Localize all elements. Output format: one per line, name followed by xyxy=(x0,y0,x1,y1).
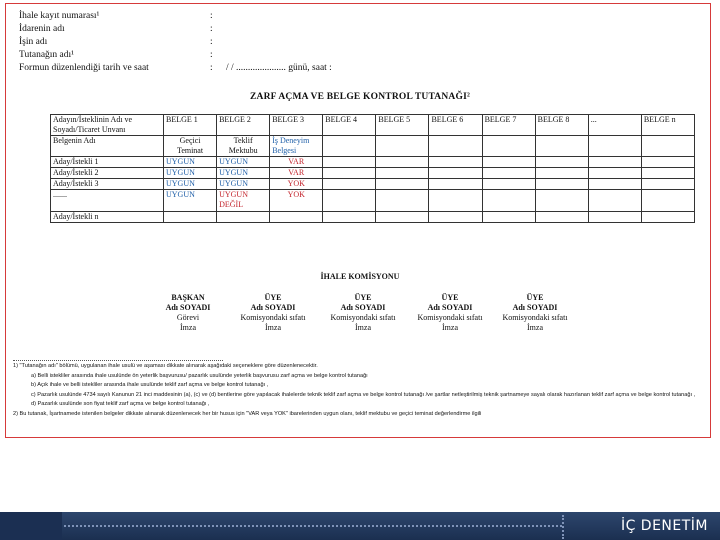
table-cell xyxy=(535,179,588,190)
footnotes xyxy=(13,360,703,420)
table-cell xyxy=(376,179,429,190)
table-subheader-cell xyxy=(535,136,588,157)
field-colon: : xyxy=(210,63,213,73)
table-row xyxy=(51,168,695,179)
footnote: b) Açık ihale ve belli istekliler arasında ihale usulünde teklif zarf açma ve belge kontrol tutanağı , xyxy=(31,382,269,389)
row-name: Aday/İstekli n xyxy=(51,212,164,223)
table-col-header: BELGE 7 xyxy=(482,115,535,136)
table-cell xyxy=(535,157,588,168)
row-name: Aday/İstekli 3 xyxy=(51,179,164,190)
table-cell: UYGUN xyxy=(217,157,270,168)
table-cell xyxy=(482,168,535,179)
table-cell: UYGUN xyxy=(217,179,270,190)
signature-position: Komisyondaki sıfatı xyxy=(502,313,568,322)
table-row xyxy=(51,190,695,212)
table-cell xyxy=(429,190,482,212)
table-cell xyxy=(482,157,535,168)
document-title: ZARF AÇMA VE BELGE KONTROL TUTANAĞI² xyxy=(249,92,471,102)
table-cell xyxy=(323,190,376,212)
signature-role: ÜYE xyxy=(354,293,372,302)
table-subheader-row xyxy=(51,136,695,157)
table-subheader-cell xyxy=(641,136,694,157)
table-cell xyxy=(482,179,535,190)
table-cell xyxy=(588,212,641,223)
field-row-idare xyxy=(19,23,459,36)
signature-sign: İmza xyxy=(180,323,196,332)
field-row-isin-adi xyxy=(19,36,459,49)
table-col-header: BELGE 4 xyxy=(323,115,376,136)
field-row-tarih-saat xyxy=(19,62,459,75)
field-label: İhale kayıt numarası¹ xyxy=(19,11,100,21)
footer-left-panel xyxy=(0,512,62,540)
footnote: 1) "Tutanağın adı" bölümü, uygulanan ihale usulü ve aşaması dikkate alınarak aşağıdaki seçeneklere göre düzenlenecektir. xyxy=(13,363,318,369)
signature-block-uye-4 xyxy=(487,293,583,333)
table-cell xyxy=(641,168,694,179)
field-colon: : xyxy=(210,50,213,60)
signature-sign: İmza xyxy=(265,323,281,332)
field-colon: : xyxy=(210,24,213,34)
table-cell xyxy=(482,212,535,223)
signature-name: Adı SOYADI xyxy=(250,303,296,312)
field-colon: : xyxy=(210,11,213,21)
table-cell xyxy=(641,179,694,190)
table-cell xyxy=(535,168,588,179)
footnote: c) Pazarlık usulünde 4734 sayılı Kanunun 21 inci maddesinin (a), (c) ve (d) bentlerine göre yapılacak ihalelerde teknik teklif zarf açma ve belge kontrol tutanağı /ve şartlar netleştirilmiş teknik şartnameye sayalı olarak hazırlanan teklif zarf açma ve belge kontrol tutanağı , xyxy=(31,391,696,398)
table-cell xyxy=(217,212,270,223)
table-cell xyxy=(323,157,376,168)
table-cell xyxy=(376,157,429,168)
table-subheader-cell xyxy=(376,136,429,157)
field-row-tutanak-adi xyxy=(19,49,459,62)
table-cell xyxy=(588,179,641,190)
table-col-header: BELGE 1 xyxy=(164,115,217,136)
table-col-header: BELGE 6 xyxy=(429,115,482,136)
table-col-header: BELGE 2 xyxy=(217,115,270,136)
table-row xyxy=(51,157,695,168)
table-cell xyxy=(164,212,217,223)
table-cell xyxy=(641,157,694,168)
row-name: ....... xyxy=(51,190,164,212)
table-cell xyxy=(588,190,641,212)
table-cell xyxy=(323,179,376,190)
table-cell xyxy=(588,168,641,179)
table-col-header: BELGE 5 xyxy=(376,115,429,136)
table-subheader-first: Belgenin Adı xyxy=(51,136,164,157)
signature-block-uye-2 xyxy=(315,293,411,333)
table-cell xyxy=(482,190,535,212)
signature-name: Adı SOYADI xyxy=(340,303,386,312)
table-cell xyxy=(376,190,429,212)
table-subheader-cell: İş Deneyim Belgesi xyxy=(270,136,323,157)
table-cell xyxy=(429,168,482,179)
table-cell: UYGUN xyxy=(164,179,217,190)
table-cell xyxy=(323,212,376,223)
signature-position: Komisyondaki sıfatı xyxy=(417,313,483,322)
table-cell xyxy=(429,179,482,190)
signature-position: Komisyondaki sıfatı xyxy=(240,313,306,322)
table-row xyxy=(51,212,695,223)
signature-name: Adı SOYADI xyxy=(165,303,211,312)
table-cell: UYGUN xyxy=(164,157,217,168)
signature-block-baskan xyxy=(140,293,236,333)
signature-role: BAŞKAN xyxy=(171,293,205,302)
field-colon: : xyxy=(210,37,213,47)
footer-label: İÇ DENETİM xyxy=(620,518,708,534)
signature-block-uye-1 xyxy=(225,293,321,333)
signature-sign: İmza xyxy=(527,323,543,332)
field-label: Formun düzenlendiği tarih ve saat xyxy=(19,63,149,73)
table-cell: UYGUN xyxy=(217,168,270,179)
table-subheader-cell xyxy=(482,136,535,157)
footer-dotted-line xyxy=(64,525,562,527)
footer-dotted-divider xyxy=(562,515,572,539)
table-header-first: Adayın/İsteklinin Adı ve Soyadı/Ticaret Unvanı xyxy=(51,115,164,136)
footnote-separator xyxy=(13,360,223,361)
table-cell: UYGUN xyxy=(164,168,217,179)
field-label: Tutanağın adı¹ xyxy=(19,50,75,60)
table-cell xyxy=(535,212,588,223)
table-cell: UYGUN DEĞİL xyxy=(217,190,270,212)
table-col-header: ... xyxy=(588,115,641,136)
signature-sign: İmza xyxy=(355,323,371,332)
table-cell xyxy=(641,212,694,223)
signature-role: ÜYE xyxy=(441,293,459,302)
table-header-row xyxy=(51,115,695,136)
table-cell xyxy=(588,157,641,168)
footnote: 2) Bu tutanak, İşartnamede istenilen belgeler dikkate alınarak düzenlenecek her bir husus için "VAR veya YOK" ibarelerinden uygun olanı, teklif mektubu ve geçici teminat değerlendirme ilgili xyxy=(13,410,482,417)
form-header xyxy=(19,10,459,75)
table-subheader-cell xyxy=(429,136,482,157)
field-label: İdarenin adı xyxy=(19,24,65,34)
table-cell xyxy=(429,157,482,168)
table-cell xyxy=(535,190,588,212)
table-cell xyxy=(376,212,429,223)
table-cell xyxy=(323,168,376,179)
table-cell: YOK xyxy=(270,190,323,212)
table-row xyxy=(51,179,695,190)
field-label: İşin adı xyxy=(19,37,48,47)
table-cell: VAR xyxy=(270,168,323,179)
signature-position: Görevi xyxy=(176,313,200,322)
footnote: a) Belli istekliler arasında ihale usulünde ön yeterlik başvurusu/ pazarlık usulünde yeterlik başvurusu zarf açma ve belge kontrol tutanağı xyxy=(31,372,368,379)
table-cell: YOK xyxy=(270,179,323,190)
footer-bar xyxy=(0,512,720,540)
row-name: Aday/İstekli 1 xyxy=(51,157,164,168)
table-cell: UYGUN xyxy=(164,190,217,212)
table-subheader-cell xyxy=(323,136,376,157)
commission-title: İHALE KOMİSYONU xyxy=(320,272,400,281)
footnote: d) Pazarlık usulünde son fiyat teklif zarf açma ve belge kontrol tutanağı , xyxy=(31,401,210,408)
signature-sign: İmza xyxy=(442,323,458,332)
table-cell xyxy=(376,168,429,179)
field-row-ihale-kayit xyxy=(19,10,459,23)
table-cell: VAR xyxy=(270,157,323,168)
table-col-header: BELGE 8 xyxy=(535,115,588,136)
date-time-placeholder: / / ..................... günü, saat : xyxy=(226,63,332,73)
signature-name: Adı SOYADI xyxy=(427,303,473,312)
signature-position: Komisyondaki sıfatı xyxy=(330,313,396,322)
signature-block-uye-3 xyxy=(402,293,498,333)
table-subheader-cell: Teklif Mektubu xyxy=(217,136,270,157)
table-cell xyxy=(270,212,323,223)
signature-role: ÜYE xyxy=(526,293,544,302)
row-name: Aday/İstekli 2 xyxy=(51,168,164,179)
table-cell xyxy=(641,190,694,212)
table-col-header: BELGE n xyxy=(641,115,694,136)
table-col-header: BELGE 3 xyxy=(270,115,323,136)
signature-role: ÜYE xyxy=(264,293,282,302)
table-subheader-cell: Geçici Teminat xyxy=(164,136,217,157)
table-subheader-cell xyxy=(588,136,641,157)
document-table xyxy=(50,114,695,223)
signature-name: Adı SOYADI xyxy=(512,303,558,312)
table-cell xyxy=(429,212,482,223)
